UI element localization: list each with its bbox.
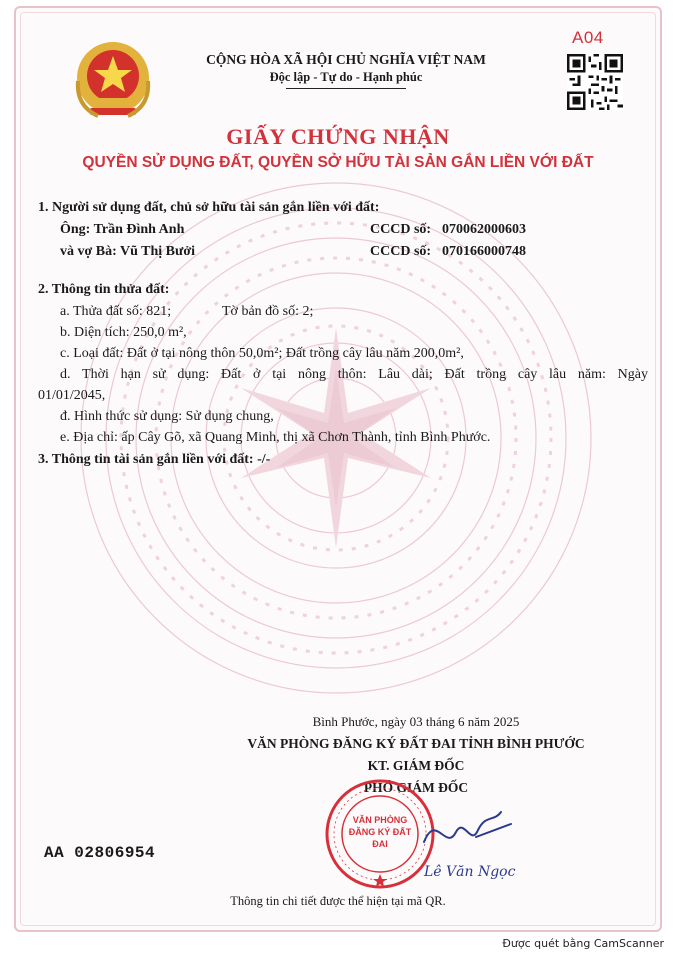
- usage-term: d. Thời hạn sử dụng: Đất ở tại nông thôn: Lâu dài; Đất trồng cây lâu năm: Ngày: [60, 367, 648, 382]
- qr-note: Thông tin chi tiết được thể hiện tại mã QR.: [230, 894, 446, 908]
- parcel-number: a. Thửa đất số: 821;: [60, 304, 172, 319]
- usage-form: đ. Hình thức sử dụng: Sử dụng chung,: [60, 409, 274, 424]
- motto-underline: [286, 88, 406, 89]
- section1-heading: 1. Người sử dụng đất, chủ sở hữu tài sản gắn liền với đất:: [38, 200, 380, 215]
- spouse-name: và vợ Bà: Vũ Thị Bưởi: [60, 244, 196, 259]
- scanner-watermark: Được quét bằng CamScanner: [502, 937, 664, 950]
- signer-name: Lê Văn Ngọc: [424, 864, 516, 880]
- vietnam-national-emblem-icon: [68, 36, 158, 126]
- national-motto: Độc lập - Tự do - Hạnh phúc: [269, 70, 423, 84]
- issuing-office: VĂN PHÒNG ĐĂNG KÝ ĐẤT ĐAI TỈNH BÌNH PHƯỚC: [247, 736, 585, 751]
- spouse-id-label: CCCD số:: [370, 244, 432, 259]
- land-address: e. Địa chỉ: ấp Cây Gõ, xã Quang Minh, thị xã Chơn Thành, tỉnh Bình Phước.: [60, 430, 491, 445]
- land-area: b. Diện tích: 250,0 m²,: [60, 325, 187, 340]
- section2-heading: 2. Thông tin thửa đất:: [38, 282, 170, 297]
- section3-heading: 3. Thông tin tài sản gắn liền với đất: -/-: [38, 452, 271, 467]
- map-sheet-number: Tờ bản đồ số: 2;: [222, 304, 314, 319]
- republic-name: CỘNG HÒA XÃ HỘI CHỦ NGHĨA VIỆT NAM: [206, 52, 486, 67]
- qr-code-icon: [567, 54, 623, 110]
- certificate-title: GIẤY CHỨNG NHẬN: [226, 124, 450, 149]
- form-code: A04: [572, 28, 604, 47]
- serial-number: AA 02806954: [44, 844, 156, 862]
- seal-text: VĂN PHÒNG ĐĂNG KÝ ĐẤT ĐAI: [348, 815, 412, 849]
- certificate-document: [14, 6, 662, 932]
- place-date: Bình Phước, ngày 03 tháng 6 năm 2025: [312, 714, 520, 729]
- handwritten-signature: [416, 802, 526, 862]
- land-type: c. Loại đất: Đất ở tại nông thôn 50,0m²; Đất trồng cây lâu năm 200,0m²,: [60, 346, 464, 361]
- usage-term-date: 01/01/2045,: [38, 388, 106, 403]
- owner-id-label: CCCD số:: [370, 222, 432, 237]
- spouse-id: 070166000748: [442, 244, 526, 259]
- certificate-subtitle: QUYỀN SỬ DỤNG ĐẤT, QUYỀN SỞ HỮU TÀI SẢN GẮN LIỀN VỚI ĐẤT: [82, 154, 594, 171]
- owner-name: Ông: Trần Đình Anh: [60, 222, 185, 237]
- on-behalf-director: KT. GIÁM ĐỐC: [367, 758, 465, 773]
- owner-id: 070062000603: [442, 222, 526, 237]
- signer-position: PHÓ GIÁM ĐỐC: [363, 780, 469, 795]
